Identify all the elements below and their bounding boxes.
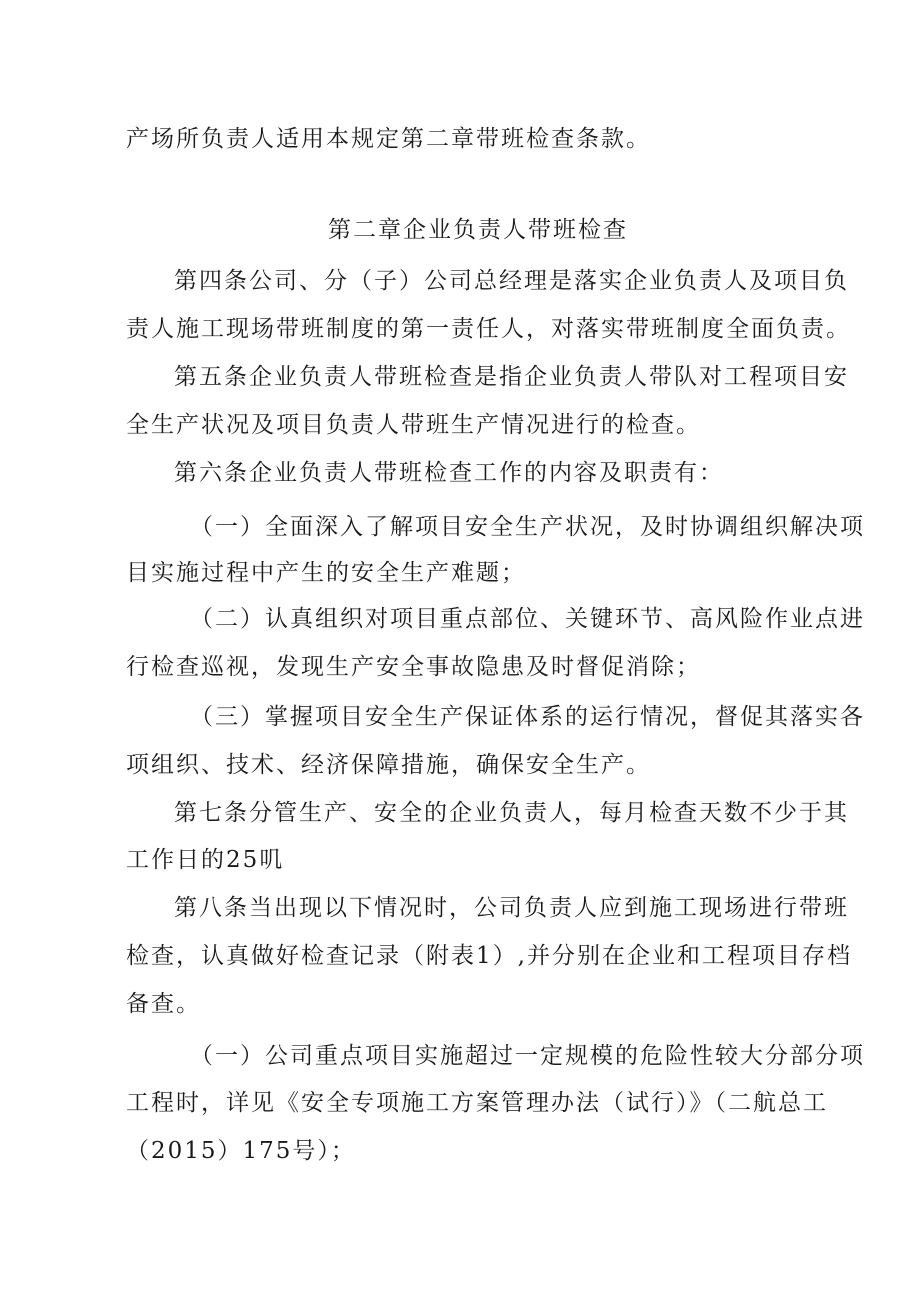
paragraph-line: 目实施过程中产生的安全生产难题； <box>126 560 526 586</box>
paragraph-line: 第五条企业负责人带班检查是指企业负责人带队对工程项目安 <box>174 364 849 390</box>
paragraph-line: 产场所负责人适用本规定第二章带班检查条款。 <box>126 126 651 152</box>
paragraph-line: 工作日的25叽 <box>126 847 285 873</box>
paragraph-line: 项组织、技术、经济保障措施，确保安全生产。 <box>126 752 651 778</box>
paragraph-line: 工程时，详见《安全专项施工方案管理办法（试行）》（二航总工 <box>126 1090 828 1116</box>
paragraph-line: 全生产状况及项目负责人带班生产情况进行的检查。 <box>126 412 701 438</box>
paragraph-line: （2015）175号）； <box>126 1138 356 1164</box>
paragraph-line: 第四条公司、分（子）公司总经理是落实企业负责人及项目负 <box>174 268 849 294</box>
paragraph-line: （三）掌握项目安全生产保证体系的运行情况，督促其落实各 <box>190 704 865 730</box>
paragraph-line: （二）认真组织对项目重点部位、关键环节、高风险作业点进 <box>190 606 865 632</box>
paragraph-line: 第八条当出现以下情况时，公司负责人应到施工现场进行带班 <box>174 895 849 921</box>
paragraph-line: 备查。 <box>126 991 201 1017</box>
paragraph-line: 检查，认真做好检查记录（附表1）,并分别在企业和工程项目存档 <box>126 943 852 969</box>
paragraph-line: 第六条企业负责人带班检查工作的内容及职责有： <box>174 460 724 486</box>
paragraph-line: 行检查巡视，发现生产安全事故隐患及时督促消除； <box>126 654 701 680</box>
chapter-heading: 第二章企业负责人带班检查 <box>328 217 628 243</box>
paragraph-line: 第七条分管生产、安全的企业负责人，每月检查天数不少于其 <box>174 800 849 826</box>
paragraph-line: 责人施工现场带班制度的第一责任人，对落实带班制度全面负责。 <box>126 316 851 342</box>
paragraph-line: （一）全面深入了解项目安全生产状况，及时协调组织解决项 <box>190 514 865 540</box>
paragraph-line: （一）公司重点项目实施超过一定规模的危险性较大分部分项 <box>190 1043 865 1069</box>
